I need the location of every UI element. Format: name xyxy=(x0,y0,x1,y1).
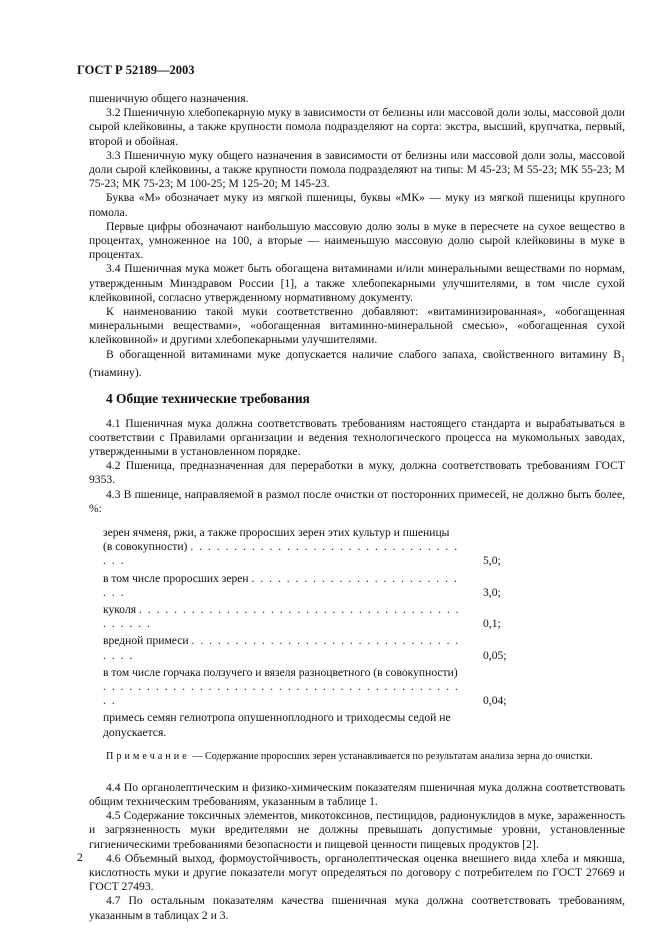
paragraph-naming: К наименованию такой муки соответственно добавляют: «витаминизированная», «обогащенная минеральными веществами», «обогащенная витаминно-минеральной смесью», «обогащенная сухой клейковиной» и другими хлебопекарными улучшителями. xyxy=(89,305,625,347)
limit-value: 0,04; xyxy=(483,694,507,708)
vitamin-text-end: (тиамину). xyxy=(89,366,142,380)
paragraph-4-7: 4.7 По остальным показателям качества пшеничная мука должна соответствовать требованиям, указанным в таблицах 2 и 3. xyxy=(89,894,625,922)
note-text: — Содержание проросших зерен устанавливается по результатам анализа зерна до очистки. xyxy=(189,750,593,762)
paragraph-4-5: 4.5 Содержание токсичных элементов, микотоксинов, пестицидов, радионуклидов в муке, зараженность и загрязненность муки вредителями не должны превышать допустимые уровни, установленные гигиеническими требованиями безопасности и пищевой ценности пищевых продуктов [2]. xyxy=(89,809,625,851)
paragraph-4-6: 4.6 Объемный выход, формоустойчивость, органолептическая оценка внешнего вида хлеба и мякиша, кислотность муки и другие показатели могут определяться по договору с потребителем по ГОСТ 27669 и ГОСТ 27493. xyxy=(89,851,625,894)
limit-label: зерен ячменя, ржи, а также проросших зерен этих культур и пшеницы (в совокупности) xyxy=(103,526,450,554)
note-label: Примечание xyxy=(106,750,190,762)
limit-dots: . . . . . . . . . . . . . . . . . . . . . . . . . . . xyxy=(103,571,459,599)
limit-row xyxy=(103,711,533,739)
paragraph-3-3: 3.3 Пшеничную муку общего назначения в зависимости от белизны или массовой доли золы, массовой доли сырой клейковины, а также крупности помола подразделяют на типы: М 45-23; М 55-23; МК 55-23; М 75-23; МК 75-23; М 100-25; М 125-20; М 145-23. xyxy=(89,148,625,191)
paragraph-4-2: 4.2 Пшеница, предназначенная для переработки в муку, должна соответствовать требованиям ГОСТ 9353. xyxy=(89,459,625,487)
limit-row xyxy=(103,526,533,569)
vitamin-text: В обогащенной витаминами муке допускается наличие слабого запаха, свойственного витамину B xyxy=(106,347,621,361)
limit-dots: . . . . . . . . . . . . . . . . . . . . . . . . . . . . . . . . . . . . . . . . . . . xyxy=(103,603,461,631)
limit-label: примесь семян гелиотропа опушенноплодного и триходесмы седой не допускается. xyxy=(103,711,451,739)
paragraph-4-4: 4.4 По органолептическим и физико-химическим показателям пшеничная мука должна соответствовать общим техническим требованиям, указанным в таблице 1. xyxy=(89,780,625,809)
limit-label: в том числе проросших зерен xyxy=(103,571,249,585)
limit-row xyxy=(103,572,533,600)
limit-label: куколя xyxy=(103,603,137,617)
paragraph-3-2: 3.2 Пшеничную хлебопекарную муку в зависимости от белизны или массовой доли золы, массовой доли сырой клейковины, а также крупности помола подразделяют на сорта: экстра, высший, крупчатка, первый, второй и обойная. xyxy=(89,106,625,148)
limit-dots: . . . . . . . . . . . . . . . . . . . . . . . . . . . . . . . . . . . xyxy=(103,634,460,662)
limit-value: 0,1; xyxy=(483,617,501,631)
limit-label: вредной примеси xyxy=(103,634,189,648)
impurity-limits-list xyxy=(103,526,533,740)
vitamin-subscript: 1 xyxy=(621,353,625,363)
limit-value: 0,05; xyxy=(483,648,507,662)
paragraph-first-digits: Первые цифры обозначают наибольшую массовую долю золы в муке в пересчете на сухое вещество в процентах, умноженное на 100, а вторые — наименьшую массовую долю сырой клейковины в муке в процентах. xyxy=(89,219,625,262)
paragraph-4-1: 4.1 Пшеничная мука должна соответствовать требованиям настоящего стандарта и вырабатываться в соответствии с Правилами организации и ведения технологического процесса на мукомольных заводах, утвержденными в установленном порядке. xyxy=(89,416,625,458)
section-4-title: 4 Общие технические требования xyxy=(106,391,310,407)
paragraph-vitamin-smell xyxy=(89,348,625,381)
document-header: ГОСТ Р 52189—2003 xyxy=(77,63,195,77)
limit-row xyxy=(103,666,533,709)
limit-dots: . . . . . . . . . . . . . . . . . . . . . . . . . . . . . . . . . . xyxy=(103,540,459,568)
paragraph-letter-m: Буква «М» обозначает муку из мягкой пшеницы, буквы «МК» — муку из мягкой пшеницы крупного помола. xyxy=(89,191,625,219)
paragraph-3-4: 3.4 Пшеничная мука может быть обогащена витаминами и/или минеральными веществами по нормам, утвержденным Минздравом России [1], а также хлебопекарными улучшителями, в том числе сухой клейковиной, согласно утвержденному нормативному документу. xyxy=(89,262,625,304)
limit-row xyxy=(103,603,533,631)
page-number: 2 xyxy=(77,851,83,864)
page-content xyxy=(89,92,625,923)
limit-dots: . . . . . . . . . . . . . . . . . . . . . . . . . . . . . . . . . . . . . . . . . . . xyxy=(103,680,460,708)
limit-value: 3,0; xyxy=(483,585,501,599)
limit-label: в том числе горчака ползучего и вязеля разноцветного (в совокупности) xyxy=(103,665,458,679)
paragraph-intro-continuation: пшеничную общего назначения. xyxy=(89,92,249,105)
note xyxy=(106,750,625,763)
limit-row xyxy=(103,634,533,662)
limit-value: 5,0; xyxy=(483,554,501,568)
paragraph-4-3: 4.3 В пшенице, направляемой в размол после очистки от посторонних примесей, не должно быть более, %: xyxy=(89,487,625,515)
